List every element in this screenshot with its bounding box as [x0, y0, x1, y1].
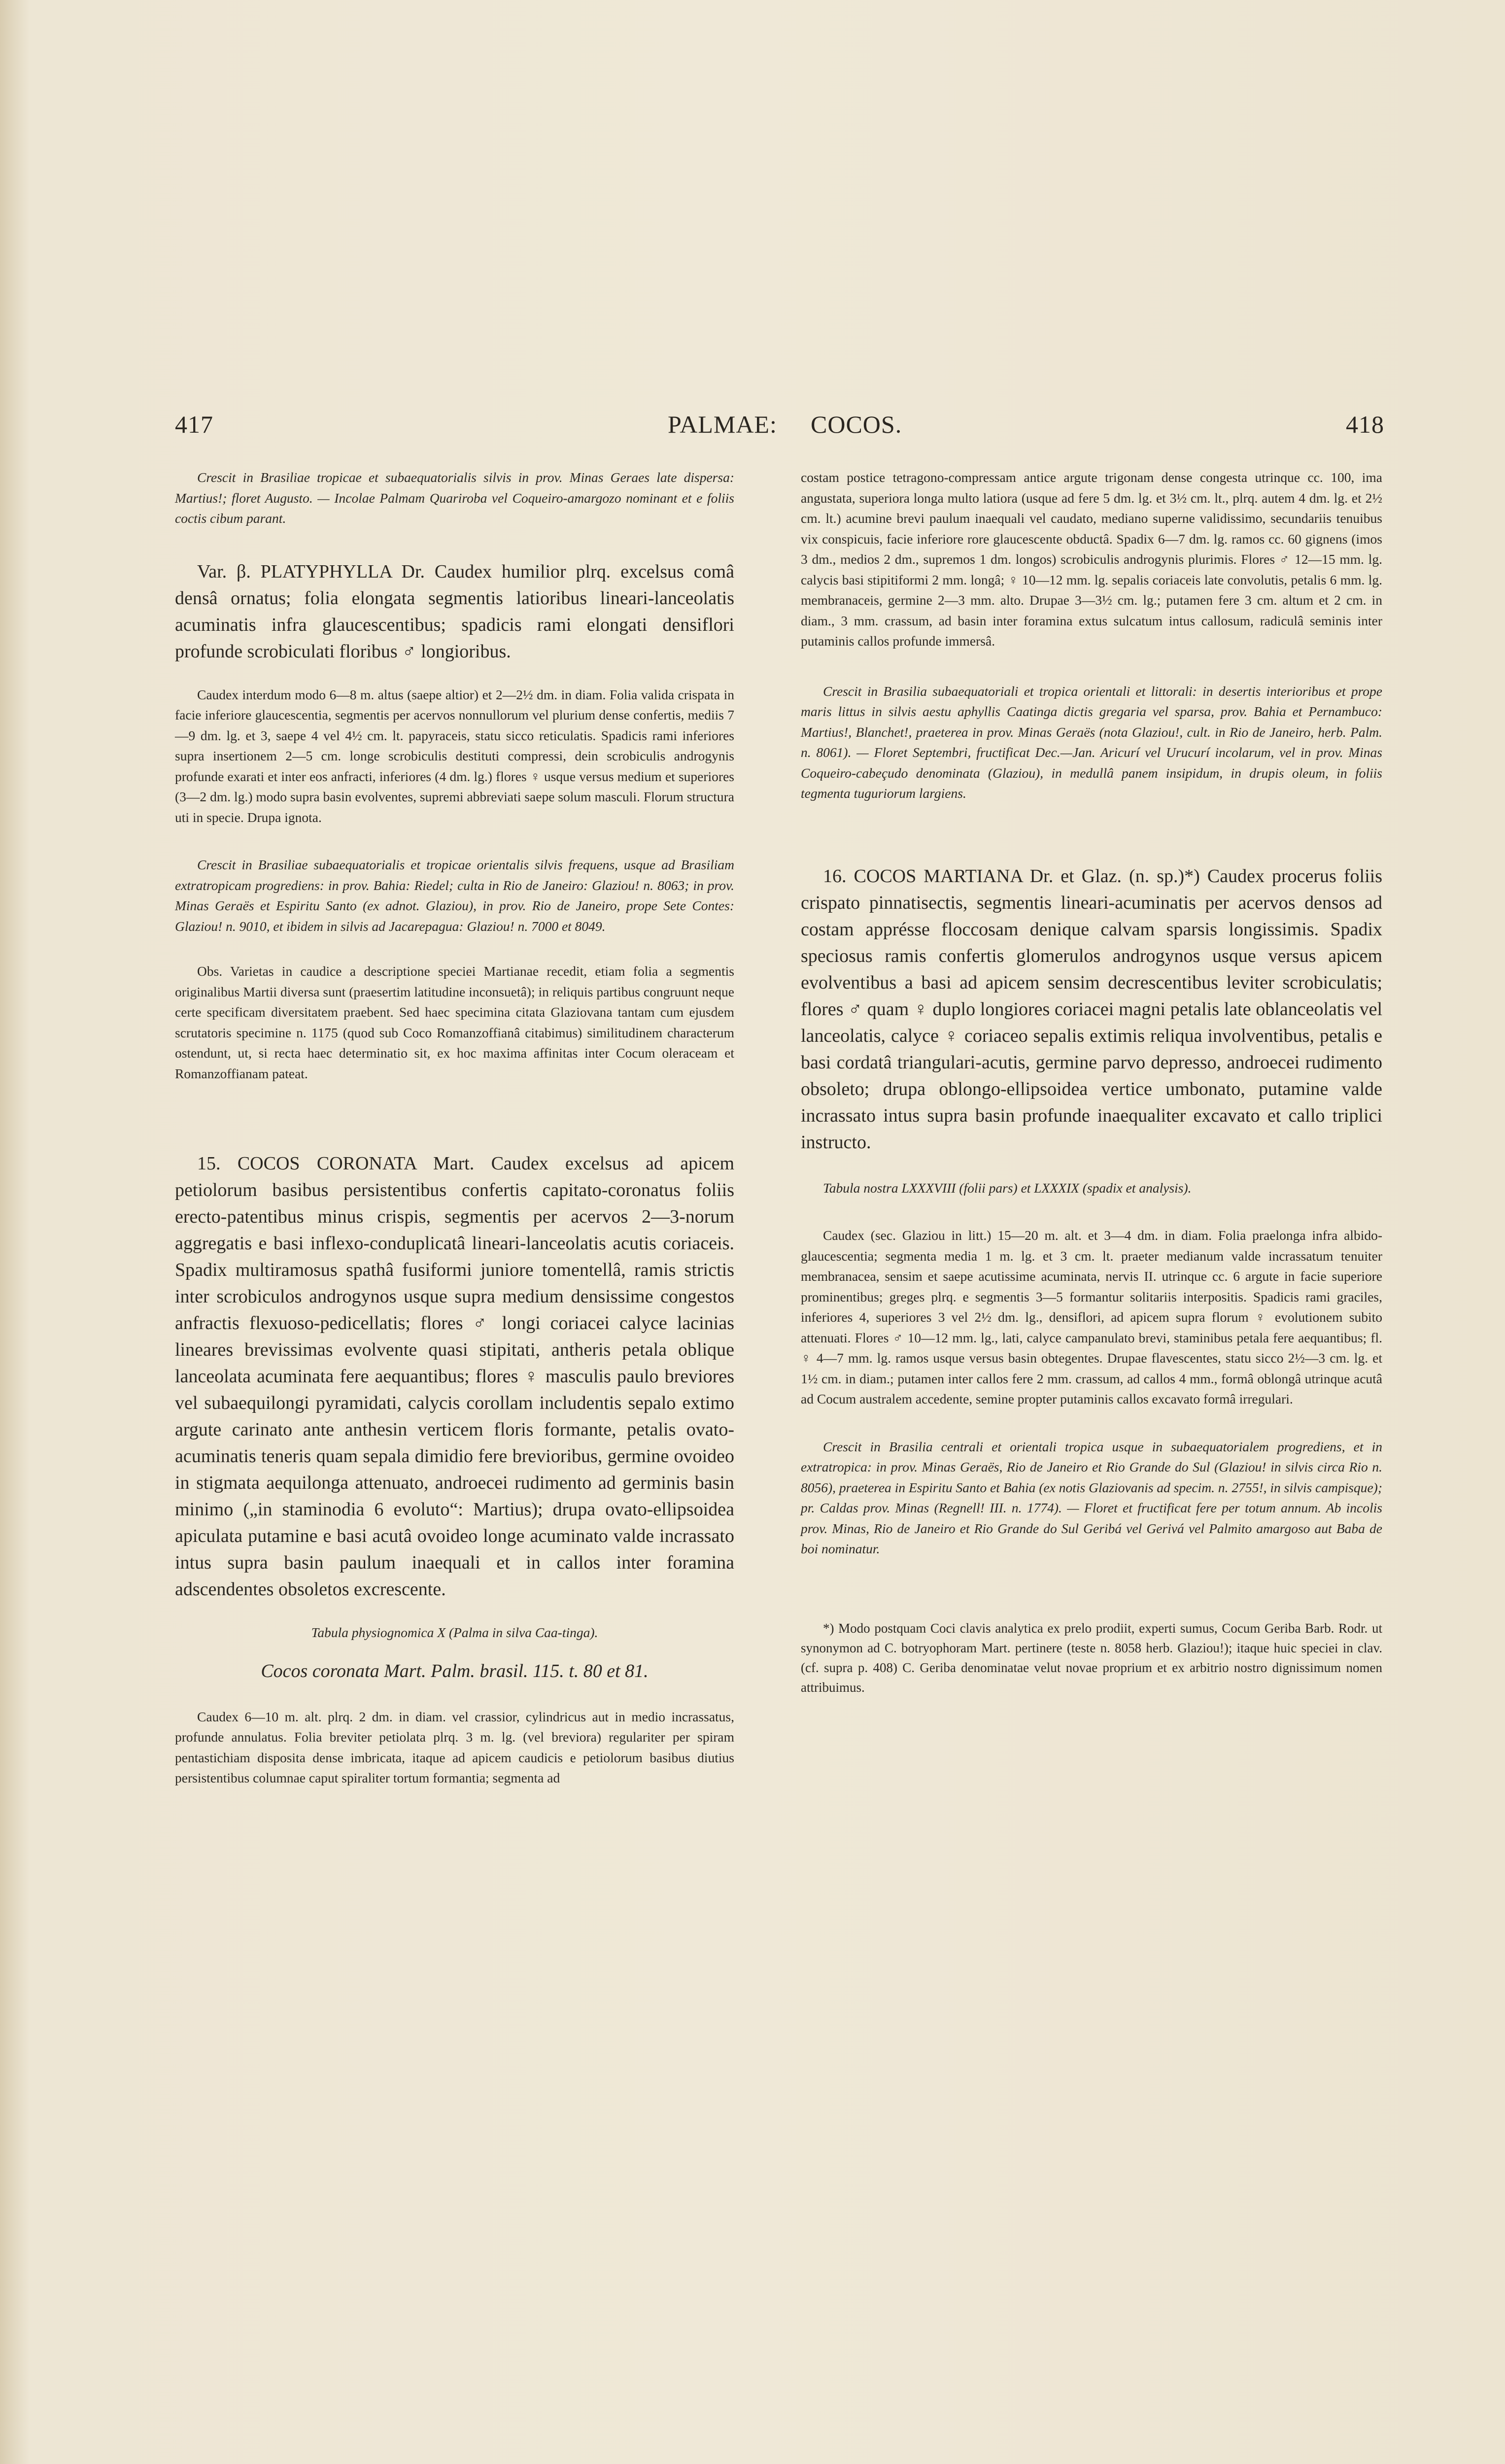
species-16-habitat: Crescit in Brasilia centrali et orientali tropica usque in subaequatorialem progrediens, et in extratropica: in prov. Minas Geraës, Rio de Janeiro et Rio Grande do Sul (Glaziou! in silvis circa Rio n. 8056), praeterea in Espiritu Santo et Bahia (ex notis Glaziovanis ad specim. n. 2755!, in silvis campisque); pr. Caldas prov. Minas (Regnell! III. n. 1774). — Floret et fructificat fere per totum annum. Ab incolis prov. Minas, Rio de Janeiro et Rio Grande do Sul Geribá vel Gerivá vel Palmito amargoso aut Baba de boi nominatur. [801, 1438, 1382, 1556]
running-genus: COCOS. [811, 411, 902, 438]
page-number-left: 417 [175, 411, 213, 438]
species-15-diagnosis: 15. COCOS CORONATA Mart. Caudex excelsus ad apicem petiolorum basibus persistentibus confertis capitato-coronatus foliis erecto-patentibus minus crispis, segmentis per acervos 2—3-norum aggregatis e basi inflexo-conduplicatâ lineari-lanceolatis acutis coriaceis. Spadix multiramosus spathâ fusiformi juniore tomentellâ, ramis strictis inter scrobiculos androgynos usque supra medium densissime congestos anfractis flexuoso-pedicellatis; flores ♂ longi coriacei calyce lacinias lineares brevissimas evolvente quasi stipitati, antheris petala oblique lanceolata acuminata fere aequantibus; flores ♀ masculis paulo breviores vel subaequilongi pyramidati, calycis corollam includentis sepalo extimo argute carinato ante anthesin verticem floris formante, petalis ovato-acuminatis teneris quam sepala dimidio fere brevioribus, germine ovoideo in stigmata aequilonga attenuato, androecei rudimento ad germinis basin minimo („in staminodia 6 evoluto“: Martius); drupa ovato-ellipsoidea apiculata putamine e basi acutâ ovoideo longe acuminato valde incrassato intus supra basin paulum inaequali et in callos inter foramina adscendentes obsoletos excrescente. [175, 1153, 734, 1600]
description-continued: costam postice tetragono-compressam antice argute trigonam dense congesta utrinque cc. 100, ima angustata, superiora longa multo latiora (usque ad fere 5 dm. lg. et 3½ cm. lt., plrq. autem 4 dm. lg. et 2½ cm. lt.) acumine brevi paulum inaequali vel caudato, mediano superne validissimo, secundariis tenuibus vix conspicuis, facie inferiore rore glaucescente obductâ. Spadix 6—7 dm. lg. ramos cc. 60 gignens (imos 3 dm., medios 2 dm., supremos 1 dm. longos) scrobiculis androgynis plurimis. Flores ♂ 12—15 mm. lg. calycis basi stipitiformi 2 mm. longâ; ♀ 10—12 mm. lg. sepalis coriaceis late convolutis, petalis 6 mm. lg. membranaceis, germine 2—3 mm. alto. Drupae 3—3½ cm. lg.; putamen fere 3 cm. altum et 2 cm. in diam., 3 mm. crassum, ad basin inter foramina extus sulcatum intus callosum, radiculâ seminis inter putaminis callos profunde immersâ. [801, 470, 1382, 649]
plate-reference: Tabula physiognomica X (Palma in silva Caa-tinga). [311, 1625, 598, 1640]
running-title: PALMAE: [668, 411, 777, 438]
species-16-plate: Tabula nostra LXXXVIII (folii pars) et LXXXIX (spadix et analysis). [823, 1180, 1192, 1196]
right-column [801, 467, 1382, 1697]
species-16-diagnosis: 16. COCOS MARTIANA Dr. et Glaz. (n. sp.)*) Caudex procerus foliis crispato pinnatisectis, segmentis lineari-acuminatis per acervos densos ad costam apprésse floccosam denique calvam sparsis longissimis. Spadix speciosus ramis confertis glomerulos androgynos usque versus apicem evolventibus a basi ad apicem sensim decrescentibus leviter scrobiculatis; flores ♂ quam ♀ duplo longiores coriacei magni petalis late oblanceolatis vel lanceolatis, calyce ♀ coriaceo sepalis extimis reliqua involventibus, petalis e basi cordatâ triangulari-acutis, germine parvo depresso, androecei rudimento obsoleto; drupa oblongo-ellipsoidea vertice umbonato, putamine valde incrassato intus supra basin profunde inaequaliter excavato et callo triplici instructo. [801, 865, 1382, 1153]
left-column [175, 467, 734, 1788]
synonym-citation: Cocos coronata Mart. Palm. brasil. 115. t. 80 et 81. [261, 1660, 649, 1681]
observation-note: Obs. Varietas in caudice a descriptione speciei Martianae recedit, etiam folia a segmentis originalibus Martii diversa sunt (praesertim latitudine inconsuetâ); in reliquis partibus congruunt neque certe specificam diversitatem praebent. Sed haec specimina citata Glaziovana tantam cum ejusdem scrutatoris specimine n. 1175 (quod sub Coco Romanzoffianâ citabimus) similitudinem characterum ostendunt, ut, si recta haec determinatio sit, ex hoc maxima affinitas inter Cocum oleraceam et Romanzoffianam pateat. [175, 963, 734, 1081]
variety-diagnosis: Var. β. PLATYPHYLLA Dr. Caudex humilior plrq. excelsus comâ densâ ornatus; folia elongata segmentis latioribus lineari-lanceolatis acuminatis infra glaucescentibus; spadicis rami elongati densiflori profunde scrobiculati floribus ♂ longioribus. [175, 561, 734, 662]
habitat-paragraph: Crescit in Brasiliae tropicae et subaequatorialis silvis in prov. Minas Geraes late dispersa: Martius!; floret Augusto. — Incolae Palmam Quariroba vel Coqueiro-amargozo nominant et e foliis coctis cibum parant. [175, 470, 734, 526]
variety-description: Caudex interdum modo 6—8 m. altus (saepe altior) et 2—2½ dm. in diam. Folia valida crispata in facie inferiore glaucescentia, segmentis per acervos nonnullorum vel plurium dense confertis, mediis 7—9 dm. lg. et 3, saepe 4 vel 4½ cm. lt. papyraceis, statu sicco reticulatis. Spadicis rami inferiores supra insertionem 2—5 cm. longe scrobiculis destituti compressi, dein scrobiculis androgynis profunde exarati et inter eos anfracti, inferiores (4 dm. lg.) flores ♀ usque versus medium et superiores (3—2 dm. lg.) modo supra basin evolventes, supremi abbreviati saepe solum masculi. Florum structura uti in specie. Drupa ignota. [175, 686, 734, 825]
footnote: *) Modo postquam Coci clavis analytica ex prelo prodiit, experti sumus, Cocum Geriba Barb. Rodr. ut synonymon ad C. botryophoram Mart. pertinere (teste n. 8058 herb. Glaziou!); itaque huic speciei in clav. (cf. supra p. 408) C. Geriba denominatae velut novae proprium et ex arbitrio nostro dignissimum nomen attribuimus. [801, 1620, 1382, 1695]
page-number-right: 418 [1346, 411, 1384, 438]
species-15-habitat: Crescit in Brasilia subaequatoriali et tropica orientali et littorali: in desertis interioribus et prope maris littus in silvis aestu aphyllis Caatinga dictis gregaria vel sparsa, prov. Bahia et Pernambuco: Martius!, Blanchet!, praeterea in prov. Minas Geraës (nota Glaziou!, cult. in Rio de Janeiro, herb. Palm. n. 8061). — Floret Septembri, fructificat Dec.—Jan. Aricurí vel Urucurí incolarum, vel in prov. Minas Coqueiro-cabeçudo denominata (Glaziou), in medullâ panem insipidum, in drupis oleum, in foliis tegmenta tuguriorum largiens. [801, 683, 1382, 801]
running-header [175, 410, 1384, 449]
variety-habitat: Crescit in Brasiliae subaequatorialis et tropicae orientalis silvis frequens, usque ad Brasiliam extratropicam progrediens: in prov. Bahia: Riedel; culta in Rio de Janeiro: Glaziou! n. 8063; in prov. Minas Geraës et Espiritu Santo (ex adnot. Glaziou), in prov. Rio de Janeiro, prope Sete Contes: Glaziou! n. 9010, et ibidem in silvis ad Jacarepagua: Glaziou! n. 7000 et 8049. [175, 857, 734, 934]
species-15-description: Caudex 6—10 m. alt. plrq. 2 dm. in diam. vel crassior, cylindricus aut in medio incrassatus, profunde annulatus. Folia breviter petiolata plrq. 3 m. lg. (vel breviora) regulariter per spiram pentastichiam disposita dense imbricata, itaque ad apicem caudicis e petiolorum basibus diutius persistentibus columnae caput spiraliter tortum formantia; segmenta ad [175, 1709, 734, 1785]
species-16-description: Caudex (sec. Glaziou in litt.) 15—20 m. alt. et 3—4 dm. in diam. Folia praelonga infra albido-glaucescentia; segmenta media 1 m. lg. et 3 cm. lt. praeter medianum valde incrassatum tenuiter membranacea, sensim et saepe acutissime acuminata, nervis II. utrinque cc. 6 argute in facie superiore prominentibus; greges plrq. e segmentis 3—5 formantur solitariis interpositis. Spadicis rami graciles, inferiores 4, superiores 3 vel 2½ dm. lg., densiflori, ad apicem supra florum ♀ evolutionem subito attenuati. Flores ♂ 10—12 mm. lg., lati, calyce campanulato brevi, staminibus petala fere aequantibus; fl. ♀ 4—7 mm. lg. ramos usque versus basin obtegentes. Drupae flavescentes, statu sicco 2½—3 cm. lg. et 1½ cm. in diam.; putamen inter callos fere 2 mm. crassum, ad callos 4 mm., formâ oblongâ utrinque acutâ ad Cocum australem accedente, semine propter putaminis callos excavato formâ irregulari. [801, 1228, 1382, 1406]
